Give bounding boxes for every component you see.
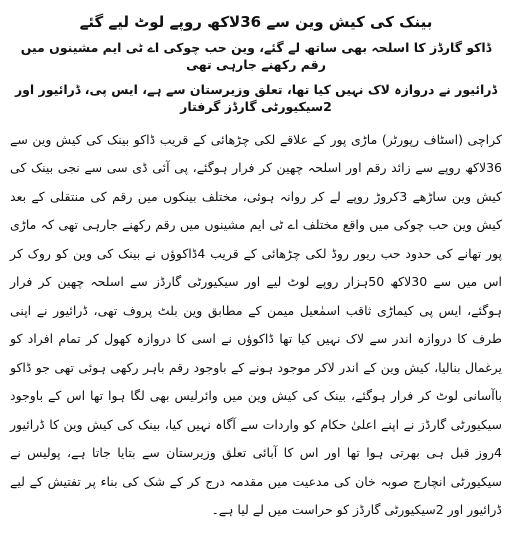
article-subheading-1: ڈاکو گارڈز کا اسلحہ بھی ساتھ لے گئے، وین حب چوکی اے ٹی ایم مشینوں میں رقم رکھنے جارہی تھی bbox=[20, 40, 492, 73]
article-headline: بینک کی کیش وین سے 36لاکھ روپے لوٹ لیے گئے bbox=[79, 13, 433, 31]
article-body: کراچی (اسٹاف رپورٹر) ماڑی پور کے علاقے لکی چڑھائی کے قریب ڈاکو بینک کی کیش وین سے 36لاکھ روپے سے زائد رقم اور اسلحہ چھین کر فرار ہوگئے، پی آئی ڈی سی سے نجی بینک کی کیش وین ساڑھے 3کروڑ روپے لے کر روانہ ہوئی، مختلف بینکوں میں رقم کی منتقلی کے بعد کیش وین حب چوکی میں واقع مختلف اے ٹی ایم مشینوں میں رقم رکھنے جارہی تھی کہ ماڑی پور تھانے کی حدود حب ریور روڈ لکی چڑھائی کے قریب 4ڈاکوؤں نے بینک کی وین کو روک کر اس میں سے 30لاکھ 50ہزار روپے لوٹ لیے اور سیکیورٹی گارڈز سے اسلحہ چھین کر فرار ہوگئے، ایس پی کیماڑی ثاقب اسمٰعیل میمن کے مطابق وین بلٹ پروف تھی، ڈرائیور نے اپنی طرف کا دروازہ اندر سے لاک نہیں کیا تھا ڈاکوؤں نے اسی کا دروازہ کھول کر تمام افراد کو یرغمال بنالیا، کیش وین کے اندر لاکر موجود ہونے کے باوجود رقم باہر رکھی ہوئی تھی جو ڈاکو باآسانی لوٹ کر فرار ہوگئے، بینک کی کیش وین میں وائرلیس بھی لگا ہوا تھا اس کے باوجود سیکیورٹی گارڈز نے اپنے اعلیٰ حکام کو واردات سے آگاہ نہیں کیا، بینک کی کیش وین کا ڈرائیور 4روز قبل ہی بھرتی ہوا تھا اور اس کا آبائی تعلق وزیرستان سے بتایا جاتا ہے، پولیس نے سیکیورٹی انچارج صوبہ خان کی مدعیت میں مقدمہ درج کر کے شک کی بناء پر تفتیش کے لیے ڈرائیور اور 2سیکیورٹی گارڈز کو حراست میں لے لیا ہے۔ bbox=[10, 131, 503, 518]
article-subheading-2: ڈرائیور نے دروازہ لاک نہیں کیا تھا، تعلق وزیرستان سے ہے، ایس پی، ڈرائیور اور 2سیکیورٹی گارڈز گرفتار bbox=[14, 82, 498, 114]
